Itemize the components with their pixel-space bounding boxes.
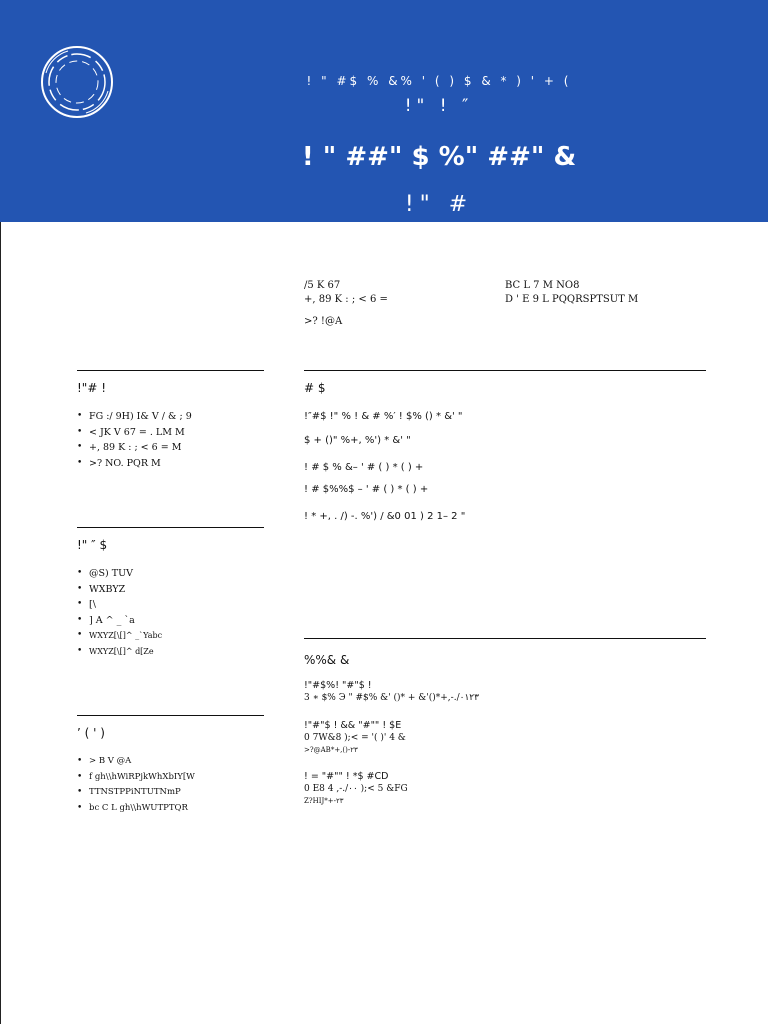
education-entry-title: !"#"$ ! && "#"" ! $E — [304, 720, 402, 731]
person-role: !" # — [404, 192, 474, 217]
experience-line: !″#$ !" % ! & # %′ ! $% () * &' " — [304, 411, 463, 422]
experience-line: ! * +, . /) -. %') / &0 01 ) 2 1– 2 " — [304, 511, 466, 522]
list-item: • [\ — [77, 597, 264, 613]
experience-section — [304, 370, 706, 522]
list-item: • @S) TUV — [77, 566, 264, 582]
page-left-border — [0, 222, 1, 1024]
section-divider — [77, 370, 264, 371]
list-item: • > B V @A — [77, 754, 264, 770]
contact-block-right — [505, 279, 638, 307]
contact-line: D ' E 9 L PQQRSPTSUT M — [505, 294, 639, 305]
education-entry — [304, 770, 706, 807]
education-entry-detail: 0 E8 4 ,-./٠٠ );< 5 &FG — [304, 784, 408, 794]
contact-line: /5 K 67 — [304, 280, 341, 291]
education-entry — [304, 719, 706, 756]
section-title: # $ — [304, 381, 326, 395]
section-divider — [77, 527, 264, 528]
list-item: • >? NO. PQR M — [77, 456, 264, 472]
education-entry-title: !"#$%! "#"$ ! — [304, 680, 372, 691]
resume-header — [0, 0, 768, 222]
section-divider — [77, 715, 264, 716]
sidebar-section-1 — [77, 370, 264, 471]
section-divider — [304, 638, 706, 639]
contact-block-left — [304, 279, 388, 329]
header-subtitle-line2: !" ! ″ — [404, 96, 474, 116]
section-title: %%& & — [304, 653, 350, 667]
list-item: • FG :/ 9H) I& V / & ; 9 — [77, 409, 264, 425]
education-entry-detail: 0 7W&8 );< = '( )' 4 & — [304, 733, 406, 743]
section-divider — [304, 370, 706, 371]
experience-line: ! # $ % &– ' # ( ) * ( ) + — [304, 462, 424, 473]
contact-line: BC L 7 M NO8 — [505, 280, 580, 291]
list-item: • TTNSTPPiNTUTNmP — [77, 785, 264, 801]
list-item: • ] A ^ _ `a — [77, 613, 264, 629]
contact-line: +, 89 K : ; < 6 = — [304, 294, 388, 305]
list-item: • bc C L gh\\hWUTPTQR — [77, 801, 264, 817]
education-entry-title: ! = "#"" ! *$ #CD — [304, 771, 389, 782]
section-title: !"# ! — [77, 381, 107, 395]
list-item: • f gh\\hWiRPjkWhXbIY[W — [77, 770, 264, 786]
list-item: • WXYZ[\[]^ d[Ze — [77, 644, 264, 660]
contact-line: >? !@A — [304, 316, 343, 327]
education-entry-detail: 3 ∗ $% Э " #$% &' ()* + &'()*+,-./٠١٢٣ — [304, 693, 479, 703]
list-item: • WXBYZ — [77, 582, 264, 598]
section-title: ’ ( ' ) — [77, 726, 105, 740]
sidebar-section-3 — [77, 715, 264, 816]
header-subtitle-line1: ! " #$ % &% ' ( ) $ & * ) ' + ( — [306, 74, 572, 88]
sidebar-section-2 — [77, 527, 264, 659]
person-name: ! " ##" $ %" ##" & — [301, 142, 577, 172]
list-item: • WXYZ[\[]^ _`Yabc — [77, 628, 264, 644]
experience-line: $ + ()" %+, %') * &' " — [304, 435, 411, 446]
experience-line: ! # $%%$ – ' # ( ) * ( ) + — [304, 484, 429, 495]
list-item: • < JK V 67 = . LM M — [77, 425, 264, 441]
section-title: !" ″ $ — [77, 538, 108, 552]
education-entry-note: >?@AB*+,()-٢٣ — [304, 746, 358, 754]
education-entry — [304, 679, 706, 705]
list-item: • +, 89 K : ; < 6 = M — [77, 440, 264, 456]
education-section — [304, 638, 706, 807]
education-entry-note: Z?HIJ*+-٢٣ — [304, 797, 344, 805]
